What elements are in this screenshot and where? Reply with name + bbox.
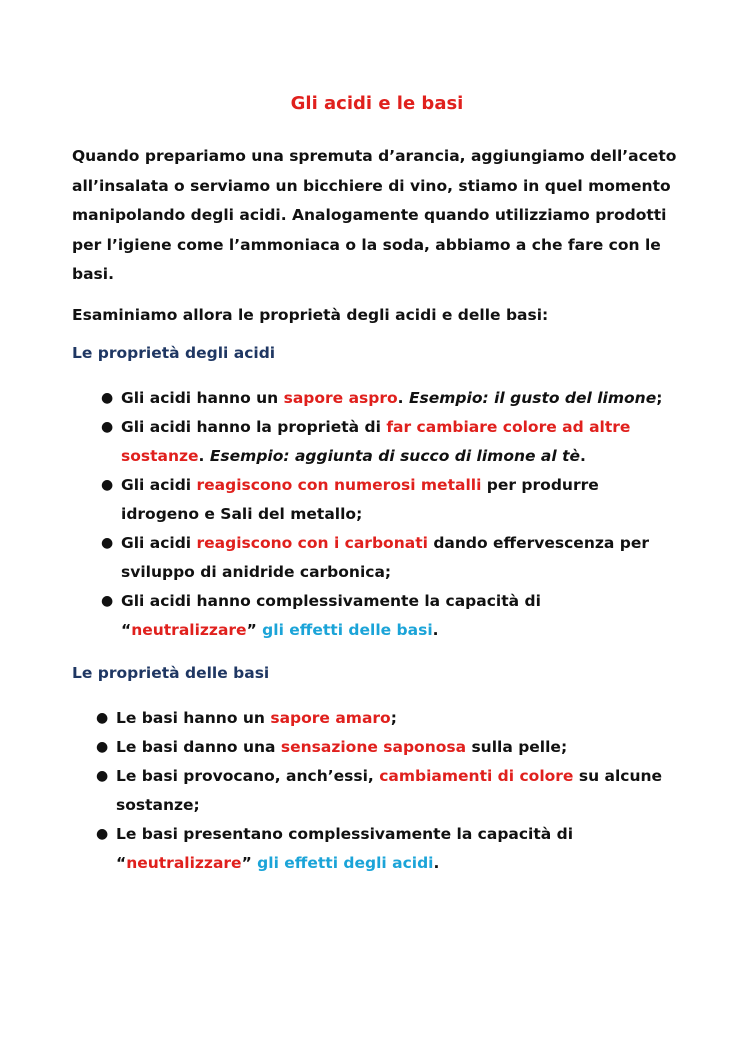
highlight-red: neutralizzare [126,854,242,872]
document-page [72,92,682,894]
bases-list [72,704,682,878]
highlight-red: reagiscono con numerosi metalli [196,476,482,494]
acids-list [72,384,682,645]
list-item: ● Gli acidi reagiscono con numerosi metalli per produrre idrogeno e Sali del metallo; [72,471,682,529]
bullet-icon: ● [101,390,114,406]
intro-paragraph: Quando prepariamo una spremuta d’arancia, aggiungiamo dell’aceto all’insalata o serviamo un bicchiere di vino, stiamo in quel momento manipolando degli acidi. Analogamente quando utilizziamo prodotti per l’igiene come l’ammoniaca o la soda, abbiamo a che fare con le basi. [72,147,677,283]
list-item: ● Le basi presentano complessivamente la capacità di “neutralizzare” gli effetti degli acidi. [72,820,682,878]
bullet-icon: ● [96,768,109,784]
acids-heading: Le proprietà degli acidi [72,344,276,362]
highlight-red: reagiscono con i carbonati [196,534,428,552]
page-title: Gli acidi e le basi [290,93,464,114]
bullet-icon: ● [96,739,109,755]
highlight-red: sensazione saponosa [280,738,467,756]
bullet-icon: ● [101,535,114,551]
list-item: ● Le basi hanno un sapore amaro; [72,704,682,733]
highlight-blue: gli effetti degli acidi [257,854,434,872]
highlight-red: sapore aspro [283,389,398,407]
list-item: ● Gli acidi hanno la proprietà di far cambiare colore ad altre sostanze. Esempio: aggiunta di succo di limone al tè. [72,413,682,471]
highlight-red: cambiamenti di colore [379,767,574,785]
example-text: Esempio: aggiunta di succo di limone al tè [209,447,581,465]
bullet-icon: ● [101,593,114,609]
list-item: ● Gli acidi hanno un sapore aspro. Esempio: il gusto del limone; [72,384,682,413]
lead-paragraph: Esaminiamo allora le proprietà degli acidi e delle basi: [72,305,549,324]
highlight-red: sapore amaro [270,709,391,727]
bullet-icon: ● [101,477,114,493]
list-item: ● Gli acidi reagiscono con i carbonati dando effervescenza per sviluppo di anidride carbonica; [72,529,682,587]
bases-heading: Le proprietà delle basi [72,664,270,682]
example-text: Esempio: il gusto del limone [408,389,657,407]
highlight-red: neutralizzare [131,621,247,639]
bullet-icon: ● [96,710,109,726]
highlight-blue: gli effetti delle basi [262,621,433,639]
bullet-icon: ● [101,419,114,435]
bullet-icon: ● [96,826,109,842]
list-item: ● Gli acidi hanno complessivamente la capacità di “neutralizzare” gli effetti delle basi. [72,587,682,645]
highlight-red: far cambiare colore ad altre sostanze [121,418,631,465]
list-item: ● Le basi danno una sensazione saponosa sulla pelle; [72,733,682,762]
list-item: ● Le basi provocano, anch’essi, cambiamenti di colore su alcune sostanze; [72,762,682,820]
